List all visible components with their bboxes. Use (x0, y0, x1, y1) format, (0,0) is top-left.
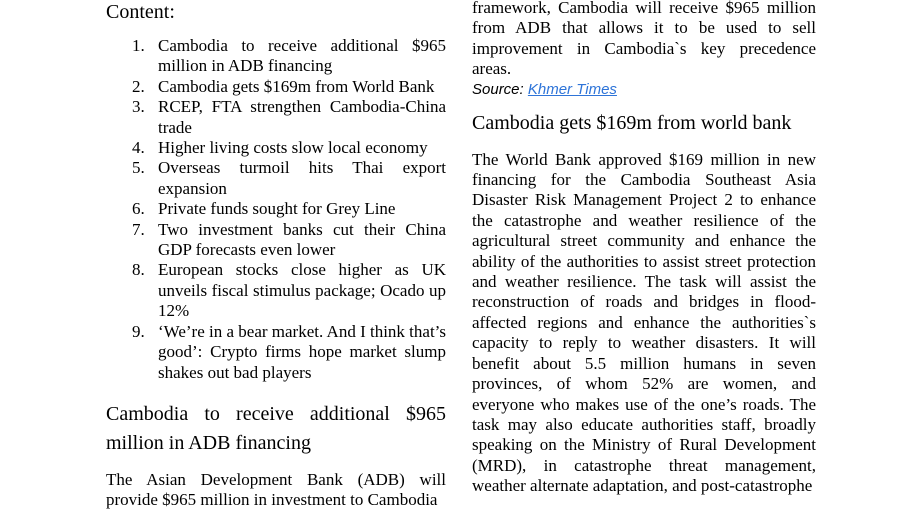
toc-item (106, 138, 446, 158)
paragraph-adb: The Asian Development Bank (ADB) will provide $965 million in investment to Cambodia (106, 469, 446, 510)
toc-item-text: ‘We’re in a bear market. And I think that’s good’: Crypto firms hope market slump shakes out bad players (158, 321, 447, 382)
toc-item (106, 199, 446, 219)
toc-item (106, 220, 446, 261)
toc-item-number: 4. (132, 138, 145, 158)
toc-item-text: Cambodia to receive additional $965 million in ADB financing (158, 36, 446, 76)
toc-item-text: Cambodia gets $169m from World Bank (158, 76, 435, 96)
toc-item (106, 77, 446, 97)
toc-item-number: 7. (132, 219, 145, 239)
source-label: Source: (472, 80, 524, 98)
paragraph-worldbank: The World Bank approved $169 million in new financing for the Cambodia Southeast Asia Disaster Risk Management Project 2 to enhance the catastrophe and weather resilience of the agricultural street community and enhance the ability of the authorities to assist street protection and weather resilience. The task will assist the reconstruction of roads and bridges in flood-affected regions and enhance the authorities`s capacity to reply to weather disasters. It will benefit about 5.5 million humans in seven provinces, of whom 52% are women, and everyone who makes use of the one’s roads. The task may also educate authorities staff, broadly speaking on the Ministry of Rural Development (MRD), in catastrophe threat management, weather alternate adaptation, and post-catastrophe (472, 149, 816, 496)
section-heading-worldbank: Cambodia gets $169m from world bank (472, 111, 792, 134)
section-heading-adb: Cambodia to receive additional $965 million in ADB financing (106, 402, 446, 454)
paragraph-continuation: framework, Cambodia will receive $965 million from ADB that allows it to be used to sell improvement in Cambodia`s key precedence areas. (472, 0, 816, 79)
toc-item-number: 8. (132, 260, 145, 280)
toc-item (106, 36, 446, 77)
toc-item-number: 5. (132, 158, 145, 178)
toc-item-number: 1. (132, 36, 145, 55)
toc-item-text: Private funds sought for Grey Line (158, 199, 396, 219)
right-column (472, 0, 816, 497)
toc-heading: Content: (106, 1, 175, 23)
toc-list (106, 36, 446, 383)
left-column (106, 2, 446, 511)
toc-item (106, 158, 446, 199)
toc-item-number: 2. (132, 76, 145, 96)
toc-item-text: Overseas turmoil hits Thai export expansion (158, 158, 446, 198)
toc-item (106, 260, 446, 321)
toc-item-text: RCEP, FTA strengthen Cambodia-China trade (158, 97, 446, 137)
toc-item-text: Higher living costs slow local economy (158, 138, 428, 158)
toc-item (106, 322, 446, 383)
toc-item-number: 6. (132, 199, 145, 219)
source-line (472, 80, 816, 99)
toc-item-number: 3. (132, 97, 145, 117)
toc-item-number: 9. (132, 321, 145, 341)
toc-item (106, 97, 446, 138)
toc-item-text: European stocks close higher as UK unveils fiscal stimulus package; Ocado up 12% (158, 260, 446, 321)
source-link[interactable]: Khmer Times (527, 80, 617, 98)
toc-item-text: Two investment banks cut their China GDP forecasts even lower (158, 219, 446, 260)
